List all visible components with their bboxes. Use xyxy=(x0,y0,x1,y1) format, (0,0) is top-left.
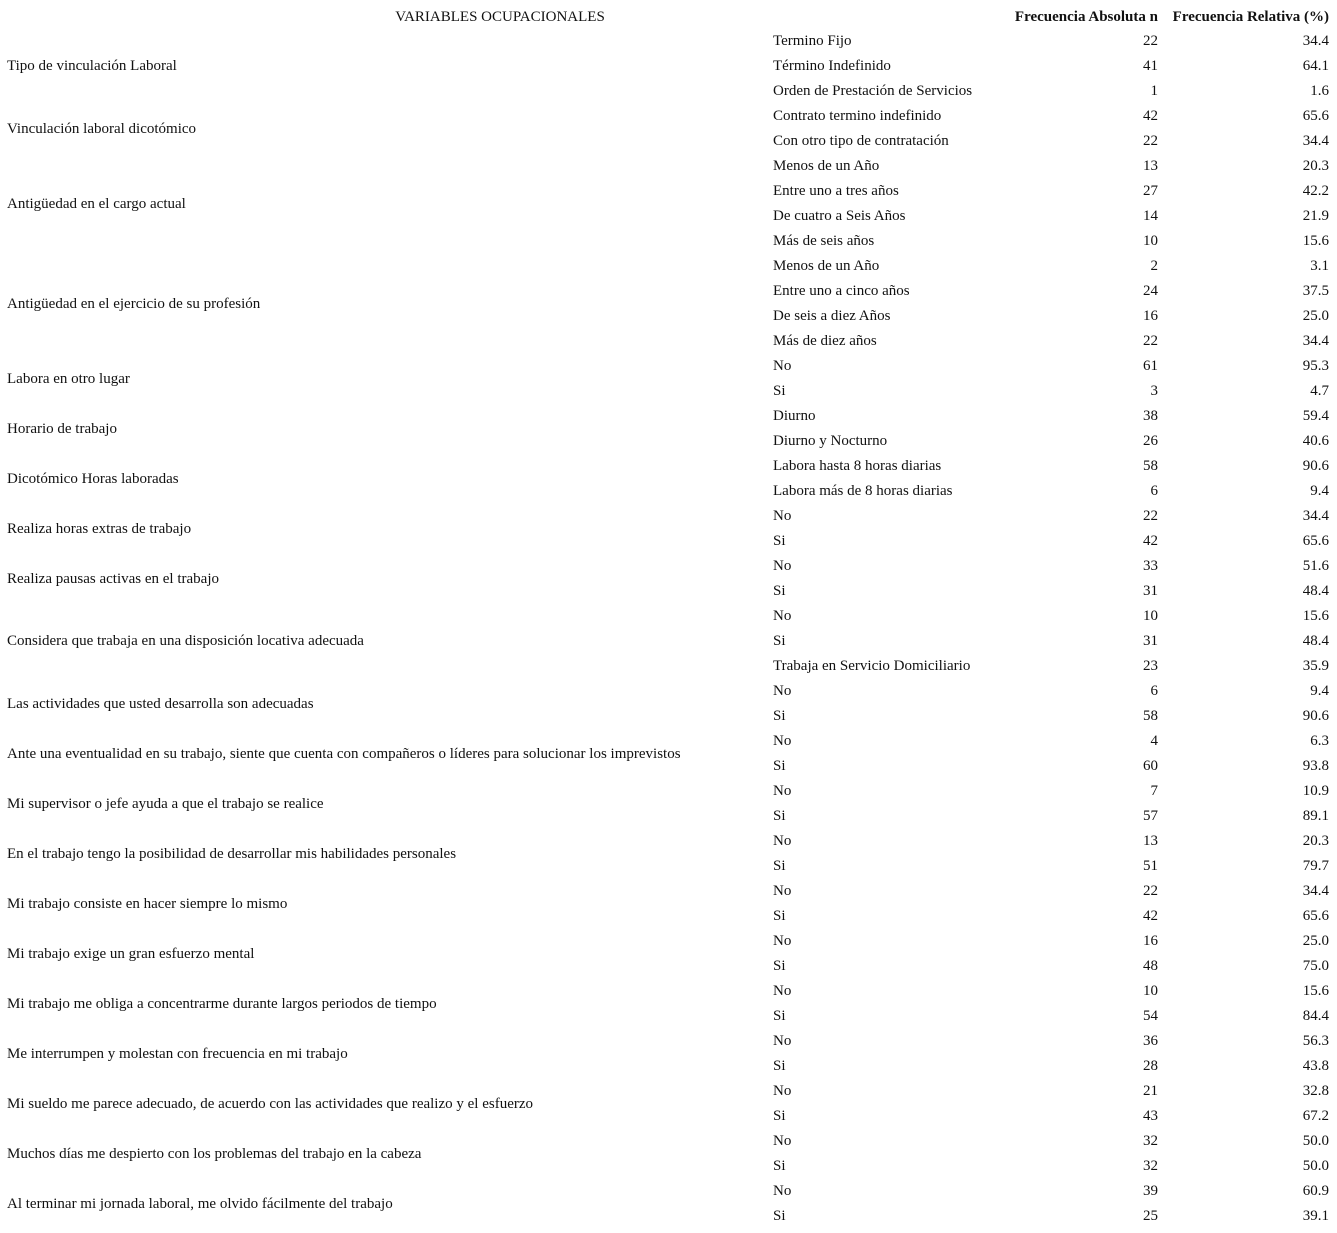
absolute-frequency-cell: 42 xyxy=(1143,533,1158,549)
relative-frequency-cell: 64.1 xyxy=(1302,58,1329,74)
absolute-frequency-cell: 3 xyxy=(1150,383,1158,399)
absolute-frequency-cell: 16 xyxy=(1143,933,1158,949)
table-row xyxy=(0,379,1337,404)
absolute-frequency-cell: 22 xyxy=(1143,508,1158,524)
relative-frequency-cell: 50.0 xyxy=(1302,1133,1329,1149)
relative-frequency-cell: 65.6 xyxy=(1302,108,1329,124)
table-row xyxy=(0,729,1337,754)
relative-frequency-cell: 95.3 xyxy=(1302,358,1329,374)
table-row xyxy=(0,504,1337,529)
variable-group xyxy=(0,29,1337,104)
table-row xyxy=(0,1129,1337,1154)
absolute-frequency-cell: 22 xyxy=(1143,883,1158,899)
variable-group xyxy=(0,604,1337,679)
absolute-frequency-cell: 22 xyxy=(1143,133,1158,149)
table-row xyxy=(0,279,1337,304)
absolute-frequency-cell: 36 xyxy=(1143,1033,1158,1049)
absolute-frequency-cell: 22 xyxy=(1143,33,1158,49)
table-row xyxy=(0,454,1337,479)
absolute-frequency-cell: 33 xyxy=(1143,558,1158,574)
absolute-frequency-cell: 54 xyxy=(1143,1008,1158,1024)
category-cell: Si xyxy=(773,1008,786,1024)
variable-label: Me interrumpen y molestan con frecuencia en mi trabajo xyxy=(7,1045,348,1062)
table-header xyxy=(0,5,1337,29)
relative-frequency-cell: 56.3 xyxy=(1302,1033,1329,1049)
category-cell: Si xyxy=(773,1158,786,1174)
table-body xyxy=(0,29,1337,1229)
relative-frequency-cell: 20.3 xyxy=(1302,158,1329,174)
header-relative-frequency: Frecuencia Relativa (%) xyxy=(1172,9,1329,25)
variable-label: Dicotómico Horas laboradas xyxy=(7,470,179,487)
relative-frequency-cell: 90.6 xyxy=(1302,708,1329,724)
variable-label: Mi trabajo consiste en hacer siempre lo mismo xyxy=(7,895,288,912)
table-row xyxy=(0,879,1337,904)
category-cell: Con otro tipo de contratación xyxy=(773,133,949,149)
variable-group xyxy=(0,504,1337,554)
table-row xyxy=(0,1204,1337,1229)
relative-frequency-cell: 43.8 xyxy=(1302,1058,1329,1074)
category-cell: No xyxy=(773,833,792,849)
relative-frequency-cell: 40.6 xyxy=(1302,433,1329,449)
category-cell: Más de seis años xyxy=(773,233,875,249)
absolute-frequency-cell: 1 xyxy=(1150,83,1158,99)
category-cell: De cuatro a Seis Años xyxy=(773,208,906,224)
relative-frequency-cell: 15.6 xyxy=(1302,233,1329,249)
absolute-frequency-cell: 21 xyxy=(1143,1083,1158,1099)
table-row xyxy=(0,529,1337,554)
table-row xyxy=(0,54,1337,79)
absolute-frequency-cell: 43 xyxy=(1143,1108,1158,1124)
table-row xyxy=(0,804,1337,829)
table-row xyxy=(0,754,1337,779)
table-row xyxy=(0,329,1337,354)
absolute-frequency-cell: 10 xyxy=(1143,233,1158,249)
variable-group xyxy=(0,979,1337,1029)
table-row xyxy=(0,654,1337,679)
relative-frequency-cell: 89.1 xyxy=(1302,808,1329,824)
relative-frequency-cell: 34.4 xyxy=(1302,508,1329,524)
relative-frequency-cell: 4.7 xyxy=(1310,383,1329,399)
variable-group xyxy=(0,1179,1337,1229)
relative-frequency-cell: 48.4 xyxy=(1302,583,1329,599)
category-cell: Si xyxy=(773,633,786,649)
variable-group xyxy=(0,679,1337,729)
table-row xyxy=(0,579,1337,604)
category-cell: De seis a diez Años xyxy=(773,308,891,324)
variable-label: Considera que trabaja en una disposición locativa adecuada xyxy=(7,633,364,649)
variable-label: Muchos días me despierto con los problemas del trabajo en la cabeza xyxy=(7,1145,422,1162)
variable-label: Mi trabajo exige un gran esfuerzo mental xyxy=(7,945,255,962)
header-variables: VARIABLES OCUPACIONALES xyxy=(395,9,605,25)
category-cell: Si xyxy=(773,758,786,774)
table-row xyxy=(0,254,1337,279)
relative-frequency-cell: 50.0 xyxy=(1302,1158,1329,1174)
category-cell: No xyxy=(773,608,792,624)
variable-group xyxy=(0,454,1337,504)
table-row xyxy=(0,1179,1337,1204)
relative-frequency-cell: 3.1 xyxy=(1310,258,1329,274)
variable-label: Horario de trabajo xyxy=(7,420,117,437)
table-row xyxy=(0,79,1337,104)
relative-frequency-cell: 25.0 xyxy=(1302,933,1329,949)
variable-label: Realiza horas extras de trabajo xyxy=(7,520,192,537)
table-row xyxy=(0,104,1337,129)
category-cell: Si xyxy=(773,383,786,399)
absolute-frequency-cell: 57 xyxy=(1143,808,1158,824)
relative-frequency-cell: 9.4 xyxy=(1310,683,1329,699)
category-cell: No xyxy=(773,1133,792,1149)
variable-group xyxy=(0,254,1337,354)
category-cell: Diurno y Nocturno xyxy=(773,433,888,449)
absolute-frequency-cell: 2 xyxy=(1150,258,1158,274)
category-cell: Diurno xyxy=(773,408,816,424)
table-row xyxy=(0,479,1337,504)
variable-group xyxy=(0,829,1337,879)
variable-group xyxy=(0,779,1337,829)
absolute-frequency-cell: 32 xyxy=(1143,1133,1158,1149)
relative-frequency-cell: 20.3 xyxy=(1302,833,1329,849)
absolute-frequency-cell: 14 xyxy=(1143,208,1158,224)
relative-frequency-cell: 15.6 xyxy=(1302,608,1329,624)
table-row xyxy=(0,979,1337,1004)
absolute-frequency-cell: 58 xyxy=(1143,458,1158,474)
variable-label: Ante una eventualidad en su trabajo, siente que cuenta con compañeros o líderes para solucionar los imprevistos xyxy=(7,745,681,762)
table-row xyxy=(0,779,1337,804)
table-row xyxy=(0,1054,1337,1079)
table-row xyxy=(0,629,1337,654)
table-row xyxy=(0,1154,1337,1179)
variable-group xyxy=(0,154,1337,254)
variable-group xyxy=(0,929,1337,979)
category-cell: No xyxy=(773,783,792,799)
variable-label: Mi trabajo me obliga a concentrarme durante largos periodos de tiempo xyxy=(7,995,437,1012)
category-cell: Si xyxy=(773,1108,786,1124)
relative-frequency-cell: 42.2 xyxy=(1302,183,1329,199)
absolute-frequency-cell: 60 xyxy=(1143,758,1158,774)
category-cell: Si xyxy=(773,1208,786,1224)
relative-frequency-cell: 34.4 xyxy=(1302,133,1329,149)
absolute-frequency-cell: 42 xyxy=(1143,108,1158,124)
relative-frequency-cell: 21.9 xyxy=(1302,208,1329,224)
category-cell: No xyxy=(773,1183,792,1199)
table-row xyxy=(0,29,1337,54)
table-row xyxy=(0,229,1337,254)
variable-group xyxy=(0,729,1337,779)
absolute-frequency-cell: 31 xyxy=(1143,583,1158,599)
table-row xyxy=(0,154,1337,179)
absolute-frequency-cell: 38 xyxy=(1143,408,1158,424)
variable-group xyxy=(0,554,1337,604)
relative-frequency-cell: 10.9 xyxy=(1302,783,1329,799)
relative-frequency-cell: 32.8 xyxy=(1302,1083,1329,1099)
table-row xyxy=(0,304,1337,329)
category-cell: Si xyxy=(773,808,786,824)
table-row xyxy=(0,1004,1337,1029)
absolute-frequency-cell: 13 xyxy=(1143,833,1158,849)
table-row xyxy=(0,904,1337,929)
table-row xyxy=(0,429,1337,454)
absolute-frequency-cell: 58 xyxy=(1143,708,1158,724)
table-row xyxy=(0,829,1337,854)
absolute-frequency-cell: 13 xyxy=(1143,158,1158,174)
table-row xyxy=(0,404,1337,429)
variable-label: Labora en otro lugar xyxy=(7,370,130,387)
table-row xyxy=(0,1079,1337,1104)
variable-label: En el trabajo tengo la posibilidad de desarrollar mis habilidades personales xyxy=(7,845,457,862)
category-cell: Entre uno a cinco años xyxy=(773,283,910,299)
absolute-frequency-cell: 39 xyxy=(1143,1183,1158,1199)
absolute-frequency-cell: 28 xyxy=(1143,1058,1158,1074)
relative-frequency-cell: 67.2 xyxy=(1302,1108,1329,1124)
absolute-frequency-cell: 16 xyxy=(1143,308,1158,324)
category-cell: No xyxy=(773,733,792,749)
relative-frequency-cell: 15.6 xyxy=(1302,983,1329,999)
category-cell: Si xyxy=(773,958,786,974)
table-row xyxy=(0,204,1337,229)
category-cell: No xyxy=(773,883,792,899)
absolute-frequency-cell: 6 xyxy=(1150,683,1158,699)
absolute-frequency-cell: 27 xyxy=(1143,183,1158,199)
relative-frequency-cell: 79.7 xyxy=(1302,858,1329,874)
absolute-frequency-cell: 48 xyxy=(1143,958,1158,974)
relative-frequency-cell: 9.4 xyxy=(1310,483,1329,499)
absolute-frequency-cell: 23 xyxy=(1143,658,1158,674)
absolute-frequency-cell: 42 xyxy=(1143,908,1158,924)
variable-group xyxy=(0,404,1337,454)
category-cell: No xyxy=(773,558,792,574)
category-cell: No xyxy=(773,1033,792,1049)
category-cell: Si xyxy=(773,708,786,724)
absolute-frequency-cell: 6 xyxy=(1150,483,1158,499)
table-row xyxy=(0,704,1337,729)
variable-group xyxy=(0,1079,1337,1129)
absolute-frequency-cell: 26 xyxy=(1143,433,1158,449)
category-cell: Labora más de 8 horas diarias xyxy=(773,483,953,499)
table-row xyxy=(0,554,1337,579)
table-row xyxy=(0,854,1337,879)
absolute-frequency-cell: 25 xyxy=(1143,1208,1158,1224)
absolute-frequency-cell: 7 xyxy=(1150,783,1158,799)
absolute-frequency-cell: 51 xyxy=(1143,858,1158,874)
absolute-frequency-cell: 32 xyxy=(1143,1158,1158,1174)
relative-frequency-cell: 93.8 xyxy=(1302,758,1329,774)
variable-label: Vinculación laboral dicotómico xyxy=(7,120,197,137)
absolute-frequency-cell: 10 xyxy=(1143,983,1158,999)
category-cell: Si xyxy=(773,533,786,549)
table-row xyxy=(0,954,1337,979)
relative-frequency-cell: 39.1 xyxy=(1302,1208,1329,1224)
variable-label: Antigüedad en el cargo actual xyxy=(7,195,186,212)
relative-frequency-cell: 37.5 xyxy=(1302,283,1329,299)
absolute-frequency-cell: 41 xyxy=(1143,58,1158,74)
relative-frequency-cell: 48.4 xyxy=(1302,633,1329,649)
category-cell: Orden de Prestación de Servicios xyxy=(773,83,973,99)
relative-frequency-cell: 84.4 xyxy=(1302,1008,1329,1024)
table-row xyxy=(0,1104,1337,1129)
relative-frequency-cell: 35.9 xyxy=(1302,658,1329,674)
relative-frequency-cell: 34.4 xyxy=(1302,333,1329,349)
variable-group xyxy=(0,354,1337,404)
table-row xyxy=(0,679,1337,704)
category-cell: Si xyxy=(773,858,786,874)
relative-frequency-cell: 75.0 xyxy=(1302,958,1329,974)
relative-frequency-cell: 65.6 xyxy=(1302,533,1329,549)
variable-label: Realiza pausas activas en el trabajo xyxy=(7,570,219,587)
variable-label: Mi supervisor o jefe ayuda a que el trabajo se realice xyxy=(7,795,324,812)
variable-label: Tipo de vinculación Laboral xyxy=(7,58,177,74)
absolute-frequency-cell: 10 xyxy=(1143,608,1158,624)
absolute-frequency-cell: 61 xyxy=(1143,358,1158,374)
category-cell: No xyxy=(773,508,792,524)
category-cell: Más de diez años xyxy=(773,333,877,349)
absolute-frequency-cell: 22 xyxy=(1143,333,1158,349)
absolute-frequency-cell: 24 xyxy=(1143,283,1158,299)
table-row xyxy=(0,179,1337,204)
category-cell: Si xyxy=(773,1058,786,1074)
relative-frequency-cell: 6.3 xyxy=(1310,733,1329,749)
category-cell: Si xyxy=(773,908,786,924)
category-cell: No xyxy=(773,1083,792,1099)
category-cell: Si xyxy=(773,583,786,599)
absolute-frequency-cell: 4 xyxy=(1150,733,1158,749)
category-cell: Termino Fijo xyxy=(773,33,852,49)
header-absolute-frequency: Frecuencia Absoluta n xyxy=(1014,9,1158,25)
relative-frequency-cell: 25.0 xyxy=(1302,308,1329,324)
category-cell: No xyxy=(773,933,792,949)
category-cell: Contrato termino indefinido xyxy=(773,108,942,124)
variable-group xyxy=(0,1029,1337,1079)
variable-label: Las actividades que usted desarrolla son adecuadas xyxy=(7,695,314,712)
table-row xyxy=(0,929,1337,954)
category-cell: No xyxy=(773,358,792,374)
relative-frequency-cell: 90.6 xyxy=(1302,458,1329,474)
category-cell: No xyxy=(773,683,792,699)
table-row xyxy=(0,1029,1337,1054)
table-row xyxy=(0,604,1337,629)
variable-label: Al terminar mi jornada laboral, me olvido fácilmente del trabajo xyxy=(7,1195,393,1212)
variable-group xyxy=(0,1129,1337,1179)
relative-frequency-cell: 65.6 xyxy=(1302,908,1329,924)
table-row xyxy=(0,129,1337,154)
category-cell: Término Indefinido xyxy=(773,58,891,74)
variable-label: Mi sueldo me parece adecuado, de acuerdo con las actividades que realizo y el esfuerzo xyxy=(7,1095,534,1112)
category-cell: Labora hasta 8 horas diarias xyxy=(773,458,942,474)
relative-frequency-cell: 1.6 xyxy=(1310,83,1329,99)
relative-frequency-cell: 51.6 xyxy=(1302,558,1329,574)
variable-label: Antigüedad en el ejercicio de su profesión xyxy=(7,295,261,312)
variable-group xyxy=(0,879,1337,929)
category-cell: Menos de un Año xyxy=(773,158,880,174)
category-cell: No xyxy=(773,983,792,999)
category-cell: Trabaja en Servicio Domiciliario xyxy=(773,658,971,674)
relative-frequency-cell: 34.4 xyxy=(1302,33,1329,49)
table-row xyxy=(0,354,1337,379)
relative-frequency-cell: 59.4 xyxy=(1302,408,1329,424)
relative-frequency-cell: 34.4 xyxy=(1302,883,1329,899)
category-cell: Entre uno a tres años xyxy=(773,183,899,199)
category-cell: Menos de un Año xyxy=(773,258,880,274)
variable-group xyxy=(0,104,1337,154)
relative-frequency-cell: 60.9 xyxy=(1302,1183,1329,1199)
absolute-frequency-cell: 31 xyxy=(1143,633,1158,649)
